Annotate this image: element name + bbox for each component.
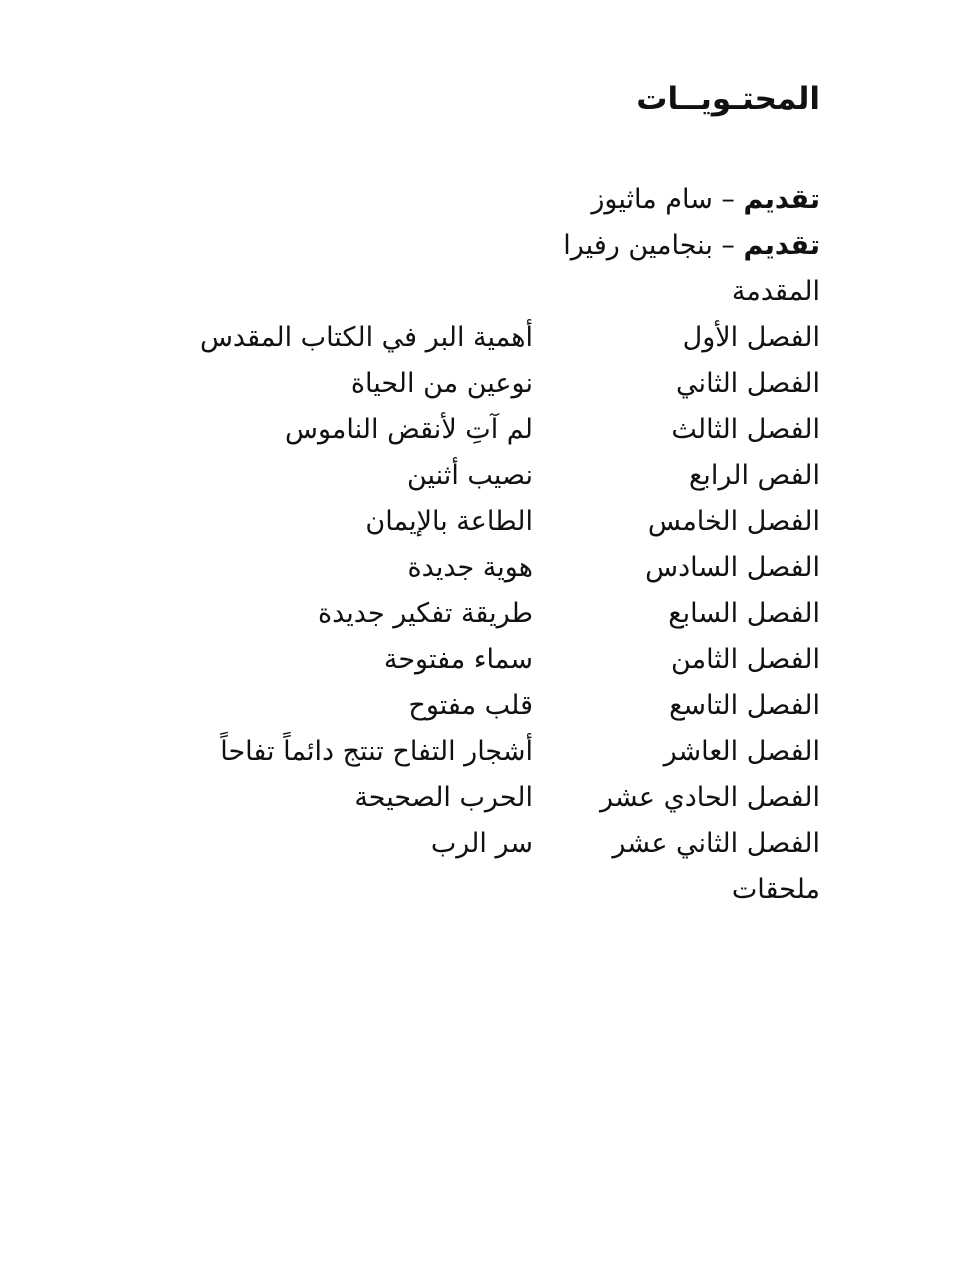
chapter-label: الفصل الثاني	[676, 368, 820, 399]
foreword-author: بنجامين رفيرا	[563, 230, 713, 261]
table-of-contents	[120, 177, 820, 913]
chapter-label: الفصل السابع	[668, 598, 820, 629]
chapter-label: الفصل الأول	[682, 322, 820, 353]
foreword-entry	[120, 177, 820, 223]
foreword-separator: –	[712, 230, 744, 261]
chapter-title: أشجار التفاح تنتج دائماً تفاحاً	[220, 736, 533, 767]
foreword-separator: –	[712, 184, 744, 215]
foreword-label: تقديم	[743, 184, 820, 215]
chapter-entry	[120, 499, 820, 545]
appendices-entry: ملحقات	[731, 874, 820, 905]
chapter-label: الفص الرابع	[688, 460, 820, 491]
chapter-title: الحرب الصحيحة	[354, 782, 533, 813]
chapter-label: الفصل الثاني عشر	[612, 828, 820, 859]
chapter-entry	[120, 821, 820, 867]
chapter-label: الفصل الحادي عشر	[599, 782, 820, 813]
chapter-label: الفصل السادس	[645, 552, 820, 583]
chapter-entry	[120, 591, 820, 637]
foreword-label: تقديم	[743, 230, 820, 261]
chapter-entry	[120, 407, 820, 453]
chapter-title: سماء مفتوحة	[383, 644, 533, 675]
chapter-title: سر الرب	[430, 828, 533, 859]
chapter-title: نوعين من الحياة	[350, 368, 533, 399]
chapter-entry	[120, 683, 820, 729]
foreword-author: سام ماثيوز	[591, 184, 713, 215]
chapter-title: قلب مفتوح	[408, 690, 533, 721]
chapter-title: الطاعة بالإيمان	[365, 506, 533, 537]
chapter-label: الفصل العاشر	[663, 736, 820, 767]
chapter-title: لم آتِ لأنقض الناموس	[285, 414, 533, 445]
chapter-label: الفصل التاسع	[669, 690, 820, 721]
chapter-title: طريقة تفكير جديدة	[317, 598, 533, 629]
chapter-label: الفصل الثامن	[671, 644, 820, 675]
chapter-entry	[120, 729, 820, 775]
chapter-label: الفصل الخامس	[647, 506, 820, 537]
chapter-label: الفصل الثالث	[671, 414, 820, 445]
foreword-entry	[120, 223, 820, 269]
chapter-entry	[120, 361, 820, 407]
introduction-entry: المقدمة	[731, 276, 820, 307]
chapter-entry	[120, 315, 820, 361]
chapter-entry	[120, 545, 820, 591]
chapter-entry	[120, 453, 820, 499]
chapter-entry	[120, 637, 820, 683]
chapter-title: هوية جديدة	[407, 552, 533, 583]
chapter-title: أهمية البر في الكتاب المقدس	[199, 322, 533, 353]
page-title: المحتـويــات	[636, 81, 820, 117]
chapter-entry	[120, 775, 820, 821]
chapter-title: نصيب أثنين	[406, 460, 533, 491]
